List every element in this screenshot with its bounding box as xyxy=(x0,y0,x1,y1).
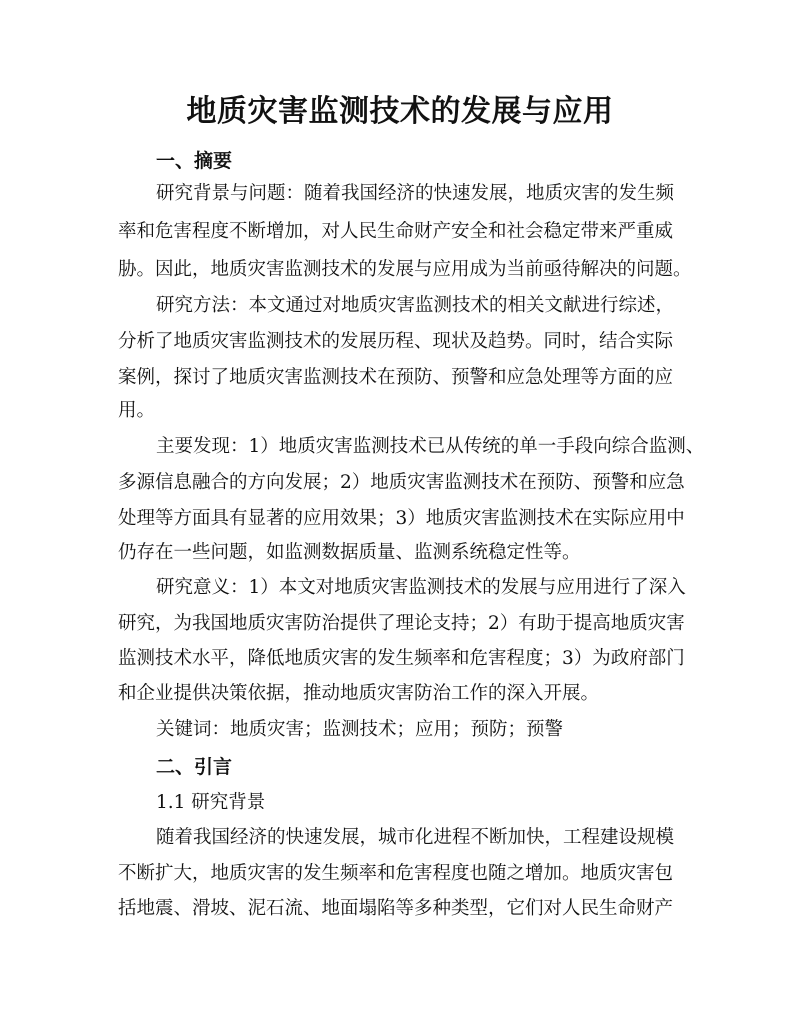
paragraph-line: 案例，探讨了地质灾害监测技术在预防、预警和应急处理等方面的应 xyxy=(118,367,674,388)
paragraph-line: 分析了地质灾害监测技术的发展历程、现状及趋势。同时，结合实际 xyxy=(118,331,674,352)
paragraph-line: 处理等方面具有显著的应用效果；3）地质灾害监测技术在实际应用中 xyxy=(118,508,685,529)
paragraph-line: 研究，为我国地质灾害防治提供了理论支持；2）有助于提高地质灾害 xyxy=(118,613,685,634)
paragraph-line: 用。 xyxy=(118,400,156,421)
paragraph-line: 研究意义：1）本文对地质灾害监测技术的发展与应用进行了深入 xyxy=(156,577,686,598)
paragraph-line: 研究方法：本文通过对地质灾害监测技术的相关文献进行综述， xyxy=(156,295,675,316)
paragraph-line: 括地震、滑坡、泥石流、地面塌陷等多种类型，它们对人民生命财产 xyxy=(118,898,674,919)
paragraph-line: 主要发现：1）地质灾害监测技术已从传统的单一手段向综合监测、 xyxy=(156,436,705,457)
document-title: 地质灾害监测技术的发展与应用 xyxy=(186,94,614,129)
intro-heading: 二、引言 xyxy=(156,756,233,778)
paragraph-line: 率和危害程度不断增加，对人民生命财产安全和社会稳定带来严重威 xyxy=(118,221,674,242)
paragraph-line: 仍存在一些问题，如监测数据质量、监测系统稳定性等。 xyxy=(118,542,581,563)
keywords-line: 关键词：地质灾害；监测技术；应用；预防；预警 xyxy=(156,719,564,740)
paragraph-line: 不断扩大，地质灾害的发生频率和危害程度也随之增加。地质灾害包 xyxy=(118,863,674,884)
paragraph-line: 研究背景与问题：随着我国经济的快速发展，地质灾害的发生频 xyxy=(156,183,675,204)
paragraph-line: 胁。因此，地质灾害监测技术的发展与应用成为当前亟待解决的问题。 xyxy=(118,259,692,280)
subsection-heading: 1.1 研究背景 xyxy=(156,792,266,813)
paragraph-line: 监测技术水平，降低地质灾害的发生频率和危害程度；3）为政府部门 xyxy=(118,648,685,669)
paragraph-line: 随着我国经济的快速发展，城市化进程不断加快，工程建设规模 xyxy=(156,827,675,848)
paragraph-line: 多源信息融合的方向发展；2）地质灾害监测技术在预防、预警和应急 xyxy=(118,472,685,493)
abstract-heading: 一、摘要 xyxy=(156,150,233,172)
paragraph-line: 和企业提供决策依据，推动地质灾害防治工作的深入开展。 xyxy=(118,683,600,704)
